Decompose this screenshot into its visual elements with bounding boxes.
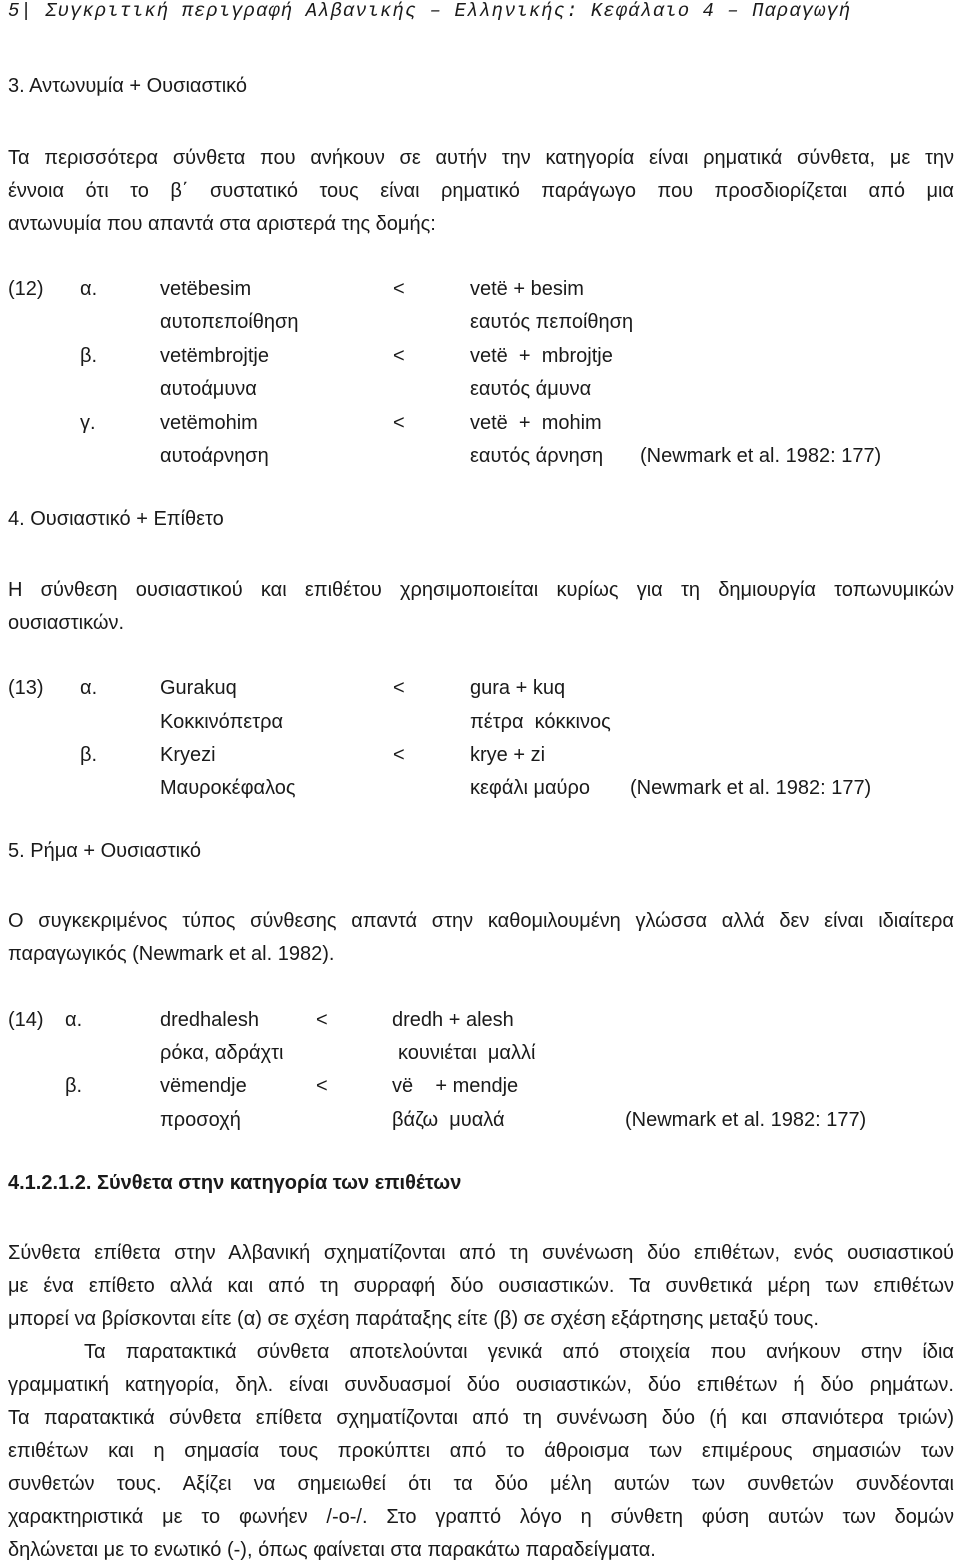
paragraph-line: μπορεί να βρίσκονται είτε (α) σε σχέση παράταξης είτε (β) σε σχέση εξάρτησης μεταξύ τους. bbox=[8, 1308, 819, 1330]
derivation-sign: < bbox=[393, 677, 405, 699]
paragraph-line: ουσιαστικών. bbox=[8, 612, 125, 634]
example-letter: β. bbox=[80, 744, 98, 766]
example-parts: dredh + alesh bbox=[392, 1009, 514, 1031]
example-gloss-row bbox=[0, 306, 960, 339]
example-letter: β. bbox=[80, 345, 98, 367]
example-word: Kryezi bbox=[160, 744, 216, 766]
example-gloss-row bbox=[0, 1037, 960, 1070]
parts-gloss: εαυτός άμυνα bbox=[470, 378, 592, 400]
example-parts: vetë + mbrojtje bbox=[470, 345, 613, 367]
derivation-sign: < bbox=[316, 1075, 328, 1097]
example-row bbox=[0, 672, 960, 705]
paragraph-line: Τα παρατακτικά σύνθετα επίθετα σχηματίζονται από τη συνένωση δύο (ή και σπανιότερα τριών) bbox=[8, 1407, 954, 1429]
example-letter: α. bbox=[65, 1009, 83, 1031]
paragraph-line: Τα περισσότερα σύνθετα που ανήκουν σε αυτήν την κατηγορία είναι ρηματικά σύνθετα, με την bbox=[8, 147, 954, 169]
example-gloss: προσοχή bbox=[160, 1109, 241, 1131]
derivation-sign: < bbox=[316, 1009, 328, 1031]
citation: (Newmark et al. 1982: 177) bbox=[640, 445, 882, 467]
example-parts: vetë + besim bbox=[470, 278, 584, 300]
subsection-paragraph-1 bbox=[8, 1237, 954, 1336]
paragraph-line: Ο συγκεκριμένος τύπος σύνθεσης απαντά στην καθομιλουμένη γλώσσα αλλά δεν είναι ιδιαίτερα bbox=[8, 910, 954, 932]
example-parts: gura + kuq bbox=[470, 677, 566, 699]
example-gloss: Κοκκινόπετρα bbox=[160, 711, 284, 733]
section-heading-3: 3. Αντωνυμία + Ουσιαστικό bbox=[8, 75, 248, 97]
section-heading-4: 4. Ουσιαστικό + Επίθετο bbox=[8, 508, 224, 530]
derivation-sign: < bbox=[393, 744, 405, 766]
paragraph-line: Η σύνθεση ουσιαστικού και επιθέτου χρησιμοποιείται κυρίως για τη δημιουργία τοπωνυμικών bbox=[8, 579, 954, 601]
citation: (Newmark et al. 1982: 177) bbox=[630, 777, 872, 799]
example-parts: krye + zi bbox=[470, 744, 546, 766]
example-letter: α. bbox=[80, 278, 98, 300]
section-3-paragraph bbox=[8, 142, 954, 241]
example-gloss-row bbox=[0, 373, 960, 406]
example-parts: vë + mendje bbox=[392, 1075, 519, 1097]
parts-gloss: εαυτός πεποίθηση bbox=[470, 311, 634, 333]
paragraph-line: έννοια ότι το β΄ συστατικό τους είναι ρηματικό παράγωγο που προσδιορίζεται από μια bbox=[8, 180, 954, 202]
example-word: vetëmbrojtje bbox=[160, 345, 269, 367]
example-row bbox=[0, 273, 960, 306]
parts-gloss: κεφάλι μαύρο bbox=[470, 777, 590, 799]
paragraph-line: δηλώνεται με το ενωτικό (-), όπως φαίνεται στα παρακάτω παραδείγματα. bbox=[8, 1539, 656, 1561]
example-gloss-row bbox=[0, 1104, 960, 1137]
example-number: (13) bbox=[8, 677, 44, 699]
subsection-heading: 4.1.2.1.2. Σύνθετα στην κατηγορία των επιθέτων bbox=[8, 1172, 462, 1194]
example-number: (14) bbox=[8, 1009, 44, 1031]
section-heading-5: 5. Ρήμα + Ουσιαστικό bbox=[8, 840, 201, 862]
example-word: vetëbesim bbox=[160, 278, 252, 300]
paragraph-line: χαρακτηριστικά με το φωνήεν /-ο-/. Στο γραπτό λόγο η σύνθετη φύση αυτών των δομών bbox=[8, 1506, 954, 1528]
example-word: dredhalesh bbox=[160, 1009, 259, 1031]
derivation-sign: < bbox=[393, 412, 405, 434]
example-word: Gurakuq bbox=[160, 677, 237, 699]
paragraph-line: αντωνυμία που απαντά στα αριστερά της δομής: bbox=[8, 213, 436, 235]
example-row bbox=[0, 1004, 960, 1037]
example-row bbox=[0, 407, 960, 440]
example-letter: α. bbox=[80, 677, 98, 699]
paragraph-line: συνθετών τους. Αξίζει να σημειωθεί ότι τα δύο μέλη αυτών των συνθετών συνδέονται bbox=[8, 1473, 954, 1495]
paragraph-line: επιθέτων και η σημασία τους προκύπτει από το άθροισμα των επιμέρους σημασιών των bbox=[8, 1440, 954, 1462]
example-gloss: ρόκα, αδράχτι bbox=[160, 1042, 284, 1064]
paragraph-line: Σύνθετα επίθετα στην Αλβανική σχηματίζονται από τη συνένωση δύο επιθέτων, ενός ουσιαστικού bbox=[8, 1242, 954, 1264]
paragraph-line: παραγωγικός (Newmark et al. 1982). bbox=[8, 943, 335, 965]
example-row bbox=[0, 739, 960, 772]
section-4-paragraph bbox=[8, 574, 954, 640]
subsection-paragraph-2 bbox=[8, 1336, 954, 1567]
parts-gloss: κουνιέται μαλλί bbox=[398, 1042, 536, 1064]
example-letter: β. bbox=[65, 1075, 83, 1097]
example-gloss-row bbox=[0, 440, 960, 473]
example-letter: γ. bbox=[80, 412, 96, 434]
example-number: (12) bbox=[8, 278, 44, 300]
example-gloss: αυτοπεποίθηση bbox=[160, 311, 299, 333]
paragraph-line: με ένα επίθετο αλλά και από τη συρραφή δύο ουσιαστικών. Τα συνθετικά μέρη των επιθέτων bbox=[8, 1275, 954, 1297]
section-5-paragraph bbox=[8, 905, 954, 971]
example-gloss: αυτοάρνηση bbox=[160, 445, 269, 467]
example-gloss: Μαυροκέφαλος bbox=[160, 777, 296, 799]
citation: (Newmark et al. 1982: 177) bbox=[625, 1109, 867, 1131]
example-word: vetëmohim bbox=[160, 412, 258, 434]
example-gloss: αυτοάμυνα bbox=[160, 378, 257, 400]
paragraph-line: γραμματική κατηγορία, δηλ. είναι συνδυασμοί δύο ουσιαστικών, δύο επιθέτων ή δύο ρημάτων. bbox=[8, 1374, 954, 1396]
example-parts: vetë + mohim bbox=[470, 412, 602, 434]
example-gloss-row bbox=[0, 706, 960, 739]
parts-gloss: βάζω μυαλά bbox=[392, 1109, 505, 1131]
paragraph-line: Τα παρατακτικά σύνθετα αποτελούνται γενικά από στοιχεία που ανήκουν στην ίδια bbox=[84, 1341, 954, 1363]
example-row bbox=[0, 1070, 960, 1103]
derivation-sign: < bbox=[393, 278, 405, 300]
example-row bbox=[0, 340, 960, 373]
page-header: 5| Συγκριτική περιγραφή Αλβανικής – Ελληνικής: Κεφάλαιο 4 – Παραγωγή bbox=[8, 0, 852, 22]
example-word: vëmendje bbox=[160, 1075, 247, 1097]
parts-gloss: εαυτός άρνηση bbox=[470, 445, 604, 467]
parts-gloss: πέτρα κόκκινος bbox=[470, 711, 611, 733]
derivation-sign: < bbox=[393, 345, 405, 367]
example-gloss-row bbox=[0, 772, 960, 805]
